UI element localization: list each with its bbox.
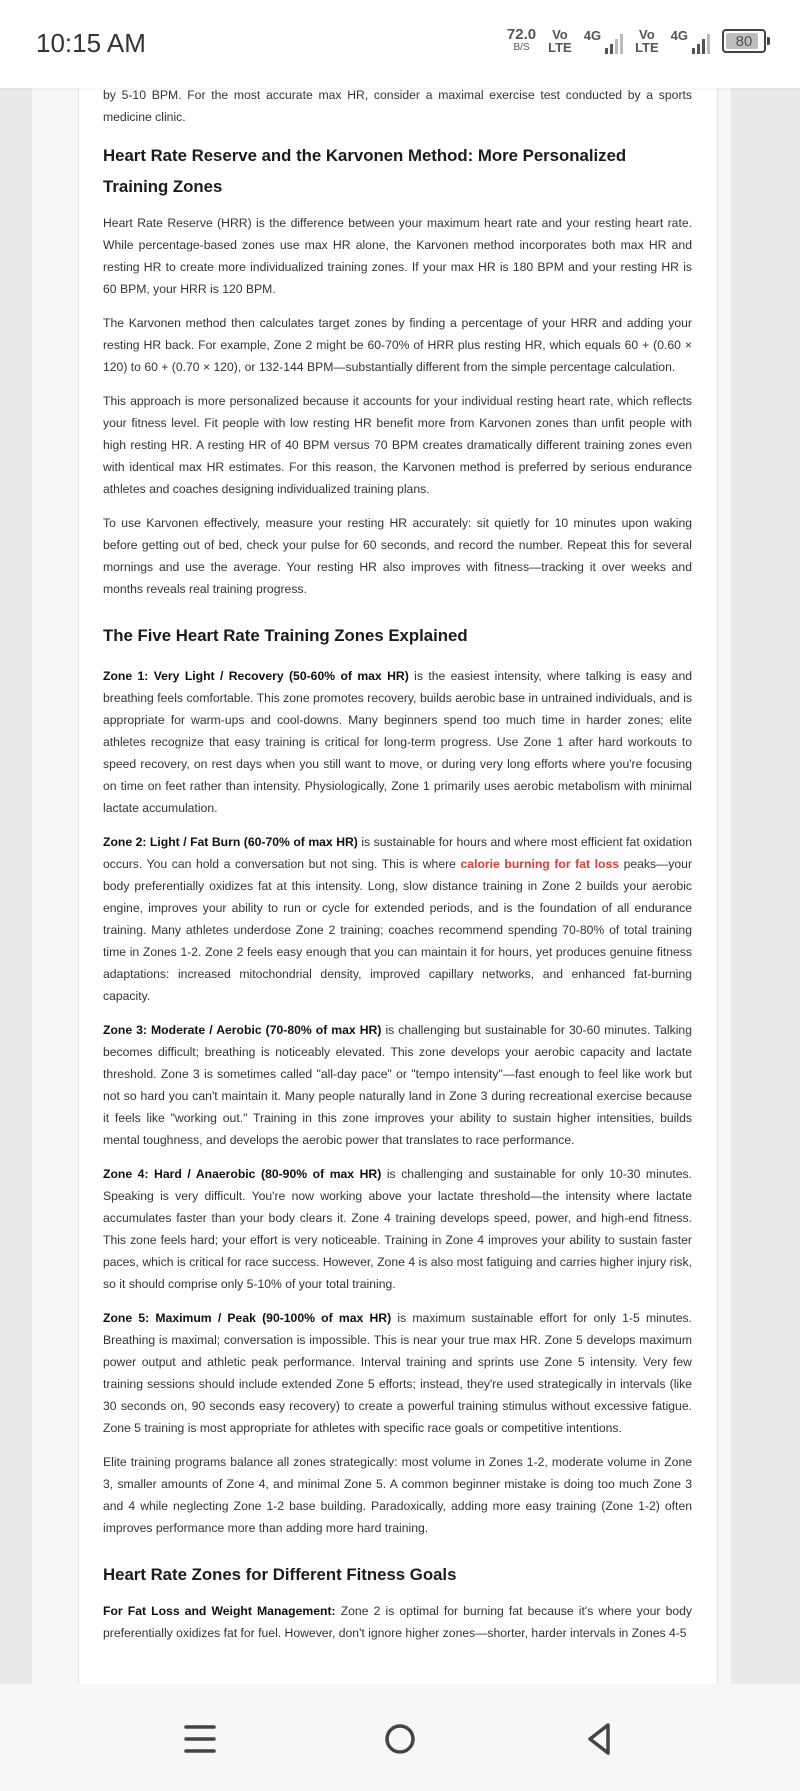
zone-4-paragraph [103, 1163, 692, 1295]
back-button[interactable] [575, 1714, 625, 1764]
paragraph: Elite training programs balance all zones strategically: most volume in Zones 1-2, moderate volume in Zone 3, smaller amounts of Zone 4, and minimal Zone 5. A common beginner mistake is doing too much Zone 3 and 4 while neglecting Zone 1-2 base building. Paradoxically, adding more easy training (Zone 1-2) often improves performance more than adding more hard training. [103, 1455, 692, 1535]
signal-bars-icon [605, 32, 623, 54]
zone-2-label: Zone 2: Light / Fat Burn (60-70% of max HR) [103, 835, 358, 849]
network-speed [507, 28, 536, 54]
network-speed-unit: B/S [513, 42, 530, 53]
volte-label: Vo [552, 27, 568, 42]
home-button[interactable] [375, 1714, 425, 1764]
zone-3-paragraph [103, 1019, 692, 1151]
network-type: 4G [670, 28, 688, 43]
battery-icon [722, 29, 766, 53]
volte-icon [635, 28, 659, 54]
paragraph: To use Karvonen effectively, measure your resting HR accurately: sit quietly for 10 minutes upon waking before getting out of bed, check your pulse for 60 seconds, and record the number. Repeat this for several mornings and use the average. Your resting HR also improves with fitness—tracking it over weeks and months reveals real training progress. [103, 516, 692, 596]
volte-label: Vo [639, 27, 655, 42]
article-content [103, 84, 692, 1656]
lte-label: LTE [548, 40, 572, 55]
paragraph: by 5-10 BPM. For the most accurate max HR, consider a maximal exercise test conducted by a sports medicine clinic. [103, 88, 692, 124]
signal-icon [584, 28, 623, 54]
zone-5-paragraph [103, 1307, 692, 1439]
fat-loss-label: For Fat Loss and Weight Management: [103, 1604, 336, 1618]
status-bar [0, 0, 800, 88]
zone-2-text: is sustainable for hours and where most efficient fat oxidation occurs. You can hold a conversation but not sing. This is where [103, 835, 692, 871]
lte-label: LTE [635, 40, 659, 55]
zone-4-text: is challenging and sustainable for only 10-30 minutes. Speaking is very difficult. You're now working above your lactate threshold—the intensity where lactate accumulates faster than your body clears it. Zone 4 training develops speed, power, and high-end fitness. This zone feels hard; your effort is very noticeable. Training in Zone 4 improves your ability to sustain faster paces, which is critical for race success. However, Zone 4 is also most fatiguing and carries higher injury risk, so it should comprise only 5-10% of your total training. [103, 1167, 692, 1291]
volte-icon [548, 28, 572, 54]
fat-loss-text: Zone 2 is optimal for burning fat because it's where your body preferentially oxidizes fat for fuel. However, don't ignore higher zones—shorter, harder intervals in Zones 4-5 [103, 1604, 693, 1640]
zone-1-paragraph [103, 665, 692, 819]
back-icon [575, 1714, 625, 1764]
battery-percent: 80 [735, 32, 753, 50]
zone-5-text: is maximum sustainable effort for only 1-5 minutes. Breathing is maximal; conversation is impossible. This is near your true max HR. Zone 5 develops maximum power output and athletic peak performance. Interval training and sprints use Zone 5 intensity. Very few training sessions should include extended Zone 5 efforts; instead, they're used strategically in intervals (like 30 seconds on, 90 seconds easy recovery) to create a powerful training stimulus without excessive fatigue. Zone 5 training is most appropriate for athletes with specific race goals or competitive intentions. [103, 1311, 692, 1435]
status-icons [507, 28, 766, 54]
paragraph: This approach is more personalized because it accounts for your individual resting heart rate, which reflects your fitness level. Fit people with low resting HR benefit more from Karvonen zones than unfit people with high resting HR. A resting HR of 40 BPM versus 70 BPM creates dramatically different training zones even with identical max HR estimates. For this reason, the Karvonen method is preferred by serious endurance athletes and coaches designing individualized training plans. [103, 394, 692, 496]
paragraph: Heart Rate Reserve (HRR) is the difference between your maximum heart rate and your resting heart rate. While percentage-based zones use max HR alone, the Karvonen method incorporates both max HR and resting HR to create more individualized training zones. If your max HR is 180 BPM and your resting HR is 60 BPM, your HRR is 120 BPM. [103, 216, 692, 296]
network-type: 4G [583, 28, 602, 43]
network-speed-value: 72.0 [506, 26, 537, 43]
signal-bars-icon [692, 32, 710, 54]
calorie-burning-link[interactable]: calorie burning for fat loss [460, 857, 620, 871]
section-heading: Heart Rate Zones for Different Fitness Goals [103, 1565, 457, 1584]
zone-2-paragraph [103, 831, 692, 1007]
navigation-bar [0, 1684, 800, 1791]
zone-1-text: is the easiest intensity, where talking is easy and breathing feels comfortable. This zone promotes recovery, builds aerobic base in untrained individuals, and is appropriate for warm-ups and cool-downs. Many beginners spend too much time in harder zones; elite athletes recognize that easy training is critical for long-term progress. Use Zone 1 after hard workouts to speed recovery, on rest days when you still want to move, or during very long efforts where you're focusing on time on feet rather than intensity. Physiologically, Zone 1 primarily uses aerobic metabolism with minimal lactate accumulation. [103, 669, 692, 815]
section-heading: The Five Heart Rate Training Zones Explained [103, 626, 468, 645]
zone-2-text-continued: peaks—your body preferentially oxidizes fat at this intensity. Long, slow distance training in Zone 2 builds your aerobic engine, improves your ability to run or cycle for extended periods, and is the foundation of all endurance training. Many athletes underdose Zone 2 training; coaches recommend spending 70-80% of total training time in Zones 1-2. Zone 2 feels easy enough that you can maintain it for hours, yet produces genuine fitness adaptations: increased mitochondrial density, improved capillary networks, and enhanced fat-burning capacity. [103, 857, 693, 1003]
zone-1-label: Zone 1: Very Light / Recovery (50-60% of max HR) [103, 669, 409, 683]
zone-4-label: Zone 4: Hard / Anaerobic (80-90% of max HR) [103, 1167, 382, 1181]
section-heading: Heart Rate Reserve and the Karvonen Method: More Personalized Training Zones [103, 146, 627, 196]
recents-button[interactable] [175, 1714, 225, 1764]
signal-icon [671, 28, 710, 54]
clock: 10:15 AM [36, 28, 146, 58]
zone-3-text: is challenging but sustainable for 30-60 minutes. Talking becomes difficult; breathing is noticeably elevated. This zone develops your aerobic capacity and lactate threshold. Zone 3 is sometimes called "all-day pace" or "tempo intensity"—fast enough to feel like work but not so hard you can't maintain it. Many people naturally land in Zone 3 during recreational exercise because it feels like "working out." Training in this zone improves your ability to sustain higher intensities, builds mental toughness, and develops the aerobic power that translates to race performance. [103, 1023, 692, 1147]
fat-loss-paragraph [103, 1600, 692, 1644]
recents-icon [175, 1714, 225, 1764]
zone-3-label: Zone 3: Moderate / Aerobic (70-80% of max HR) [103, 1023, 382, 1037]
zone-5-label: Zone 5: Maximum / Peak (90-100% of max HR) [103, 1311, 392, 1325]
paragraph: The Karvonen method then calculates target zones by finding a percentage of your HRR and adding your resting HR back. For example, Zone 2 might be 60-70% of HRR plus resting HR, which equals 60 + (0.60 × 120) to 60 + (0.70 × 120), or 132-144 BPM—substantially different from the simple percentage calculation. [103, 316, 692, 374]
home-icon [375, 1714, 425, 1764]
